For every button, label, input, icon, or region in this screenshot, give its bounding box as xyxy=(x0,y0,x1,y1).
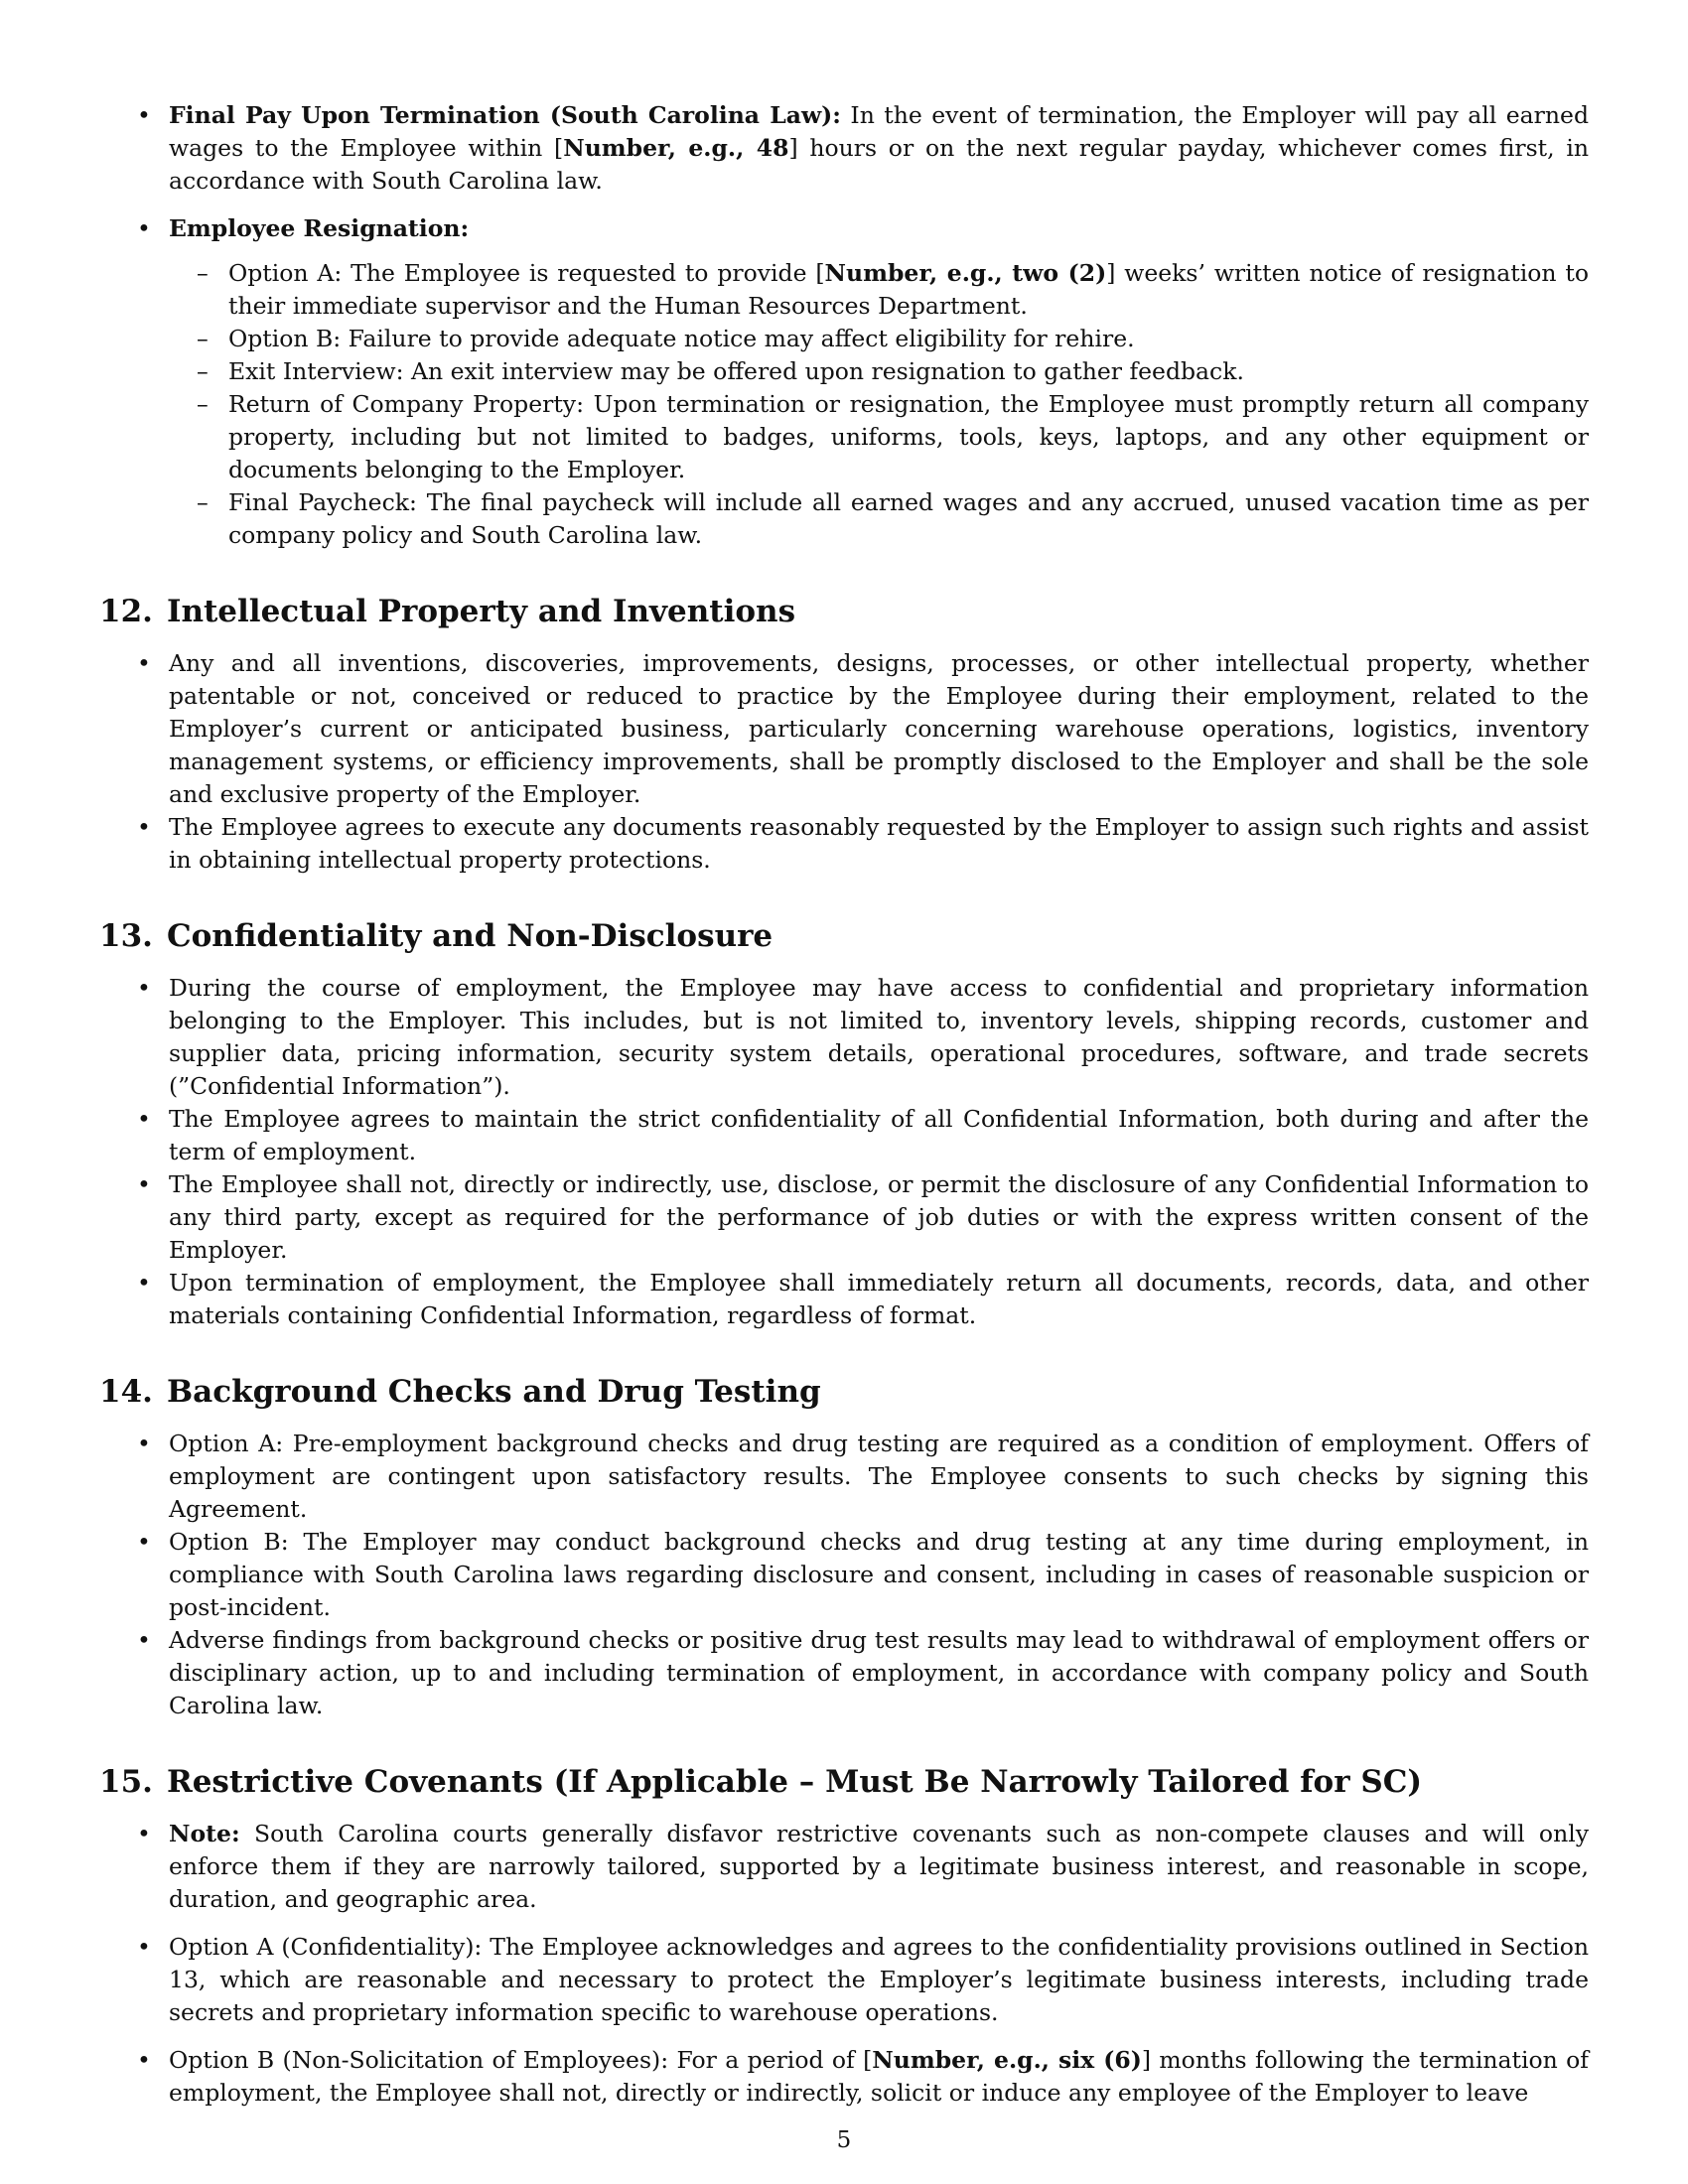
list-item: • Any and all inventions, discoveries, improvements, designs, processes, or other intellectual property, whether patentable or not, conceived or reduced to practice by the Employee during their employment, related to the Employer’s current or anticipated business, particularly concerning warehouse operations, logistics, inventory management systems, or efficiency improvements, shall be promptly disclosed to the Employer and shall be the sole and exclusive property of the Employer. xyxy=(99,647,1589,811)
section-13-heading xyxy=(99,916,1589,956)
section-number: 12. xyxy=(99,594,153,629)
section-14-heading xyxy=(99,1372,1589,1412)
list-item: • Adverse findings from background checks or positive drug test results may lead to withdrawal of employment offers or disciplinary action, up to and including termination of employment, in accordance with company policy and South Carolina law. xyxy=(99,1624,1589,1722)
resignation-label: Employee Resignation: xyxy=(169,214,470,242)
option-b-text-2: ] months following the termination of employment, the Employee shall not, directly or indirectly, solicit or induce any employee of the Employer to leave xyxy=(169,2046,1589,2107)
return-property: – Return of Company Property: Upon termination or resignation, the Employee must promptly return all company property, including but not limited to badges, uniforms, tools, keys, laptops, and any other equipment or documents belonging to the Employer. xyxy=(169,388,1589,486)
list-item: • The Employee agrees to maintain the strict confidentiality of all Confidential Information, both during and after the term of employment. xyxy=(99,1103,1589,1168)
option-a-placeholder: Number, e.g., two (2) xyxy=(824,259,1107,287)
section-title: Intellectual Property and Inventions xyxy=(166,594,796,629)
option-b-placeholder: Number, e.g., six (6) xyxy=(872,2046,1142,2074)
page-number: 5 xyxy=(836,2127,852,2153)
option-a-text-2: ] weeks’ written notice of resignation to their immediate supervisor and the Human Resources Department. xyxy=(228,259,1589,320)
section-title: Confidentiality and Non-Disclosure xyxy=(166,918,774,954)
note-label: Note: xyxy=(169,1820,240,1847)
list-item: • Option A: Pre-employment background checks and drug testing are required as a condition of employment. Offers of employment are contingent upon satisfactory results. The Employee consents to such checks by signing this Agreement. xyxy=(99,1428,1589,1526)
final-pay-placeholder: Number, e.g., 48 xyxy=(563,134,789,162)
resignation-item xyxy=(99,212,1589,552)
section-title: Restrictive Covenants (If Applicable – Must Be Narrowly Tailored for SC) xyxy=(166,1764,1423,1800)
intro-list xyxy=(99,99,1589,552)
section-12-heading xyxy=(99,592,1589,631)
option-b-non-solicitation xyxy=(99,2044,1589,2110)
note-item xyxy=(99,1818,1589,1916)
section-13-list xyxy=(99,972,1589,1332)
final-pay-label: Final Pay Upon Termination (South Carolina Law): xyxy=(169,101,841,129)
option-a-confidentiality: • Option A (Confidentiality): The Employee acknowledges and agrees to the confidentiality provisions outlined in Section 13, which are reasonable and necessary to protect the Employer’s legitimate business interests, including trade secrets and proprietary information specific to warehouse operations. xyxy=(99,1931,1589,2029)
option-a-text: Option A: The Employee is requested to provide [ xyxy=(228,259,825,287)
section-12-list xyxy=(99,647,1589,877)
note-text: South Carolina courts generally disfavor restrictive covenants such as non-compete clauses and will only enforce them if they are narrowly tailored, supported by a legitimate business interest, and reasonable in scope, duration, and geographic area. xyxy=(169,1820,1589,1913)
section-14-list xyxy=(99,1428,1589,1722)
list-item: • Option B: The Employer may conduct background checks and drug testing at any time during employment, in compliance with South Carolina laws regarding disclosure and consent, including in cases of reasonable suspicion or post-incident. xyxy=(99,1526,1589,1624)
final-paycheck: – Final Paycheck: The final paycheck will include all earned wages and any accrued, unused vacation time as per company policy and South Carolina law. xyxy=(169,486,1589,552)
resignation-option-b: – Option B: Failure to provide adequate notice may affect eligibility for rehire. xyxy=(169,323,1589,355)
section-15-heading xyxy=(99,1762,1589,1802)
section-title: Background Checks and Drug Testing xyxy=(166,1374,821,1410)
document-page xyxy=(99,99,1589,2110)
final-pay-text-2: ] hours or on the next regular payday, whichever comes first, in accordance with South Carolina law. xyxy=(169,134,1589,195)
list-item: • The Employee agrees to execute any documents reasonably requested by the Employer to assign such rights and assist in obtaining intellectual property protections. xyxy=(99,811,1589,877)
final-pay-item xyxy=(99,99,1589,198)
section-number: 13. xyxy=(99,918,153,954)
list-item: • During the course of employment, the Employee may have access to confidential and proprietary information belonging to the Employer. This includes, but is not limited to, inventory levels, shipping records, customer and supplier data, pricing information, security system details, operational procedures, software, and trade secrets (”Confidential Information”). xyxy=(99,972,1589,1103)
section-number: 15. xyxy=(99,1764,153,1800)
section-number: 14. xyxy=(99,1374,153,1410)
list-item: • Upon termination of employment, the Employee shall immediately return all documents, records, data, and other materials containing Confidential Information, regardless of format. xyxy=(99,1267,1589,1332)
resignation-option-a xyxy=(169,257,1589,323)
option-b-text: Option B (Non-Solicitation of Employees): For a period of [ xyxy=(169,2046,873,2074)
list-item: • The Employee shall not, directly or indirectly, use, disclose, or permit the disclosure of any Confidential Information to any third party, except as required for the performance of job duties or with the express written consent of the Employer. xyxy=(99,1168,1589,1267)
section-15-list xyxy=(99,1818,1589,2110)
final-pay-text: In the event of termination, the Employer will pay all earned wages to the Employee within [ xyxy=(169,101,1589,162)
resignation-sublist xyxy=(169,257,1589,552)
exit-interview: – Exit Interview: An exit interview may be offered upon resignation to gather feedback. xyxy=(169,355,1589,388)
